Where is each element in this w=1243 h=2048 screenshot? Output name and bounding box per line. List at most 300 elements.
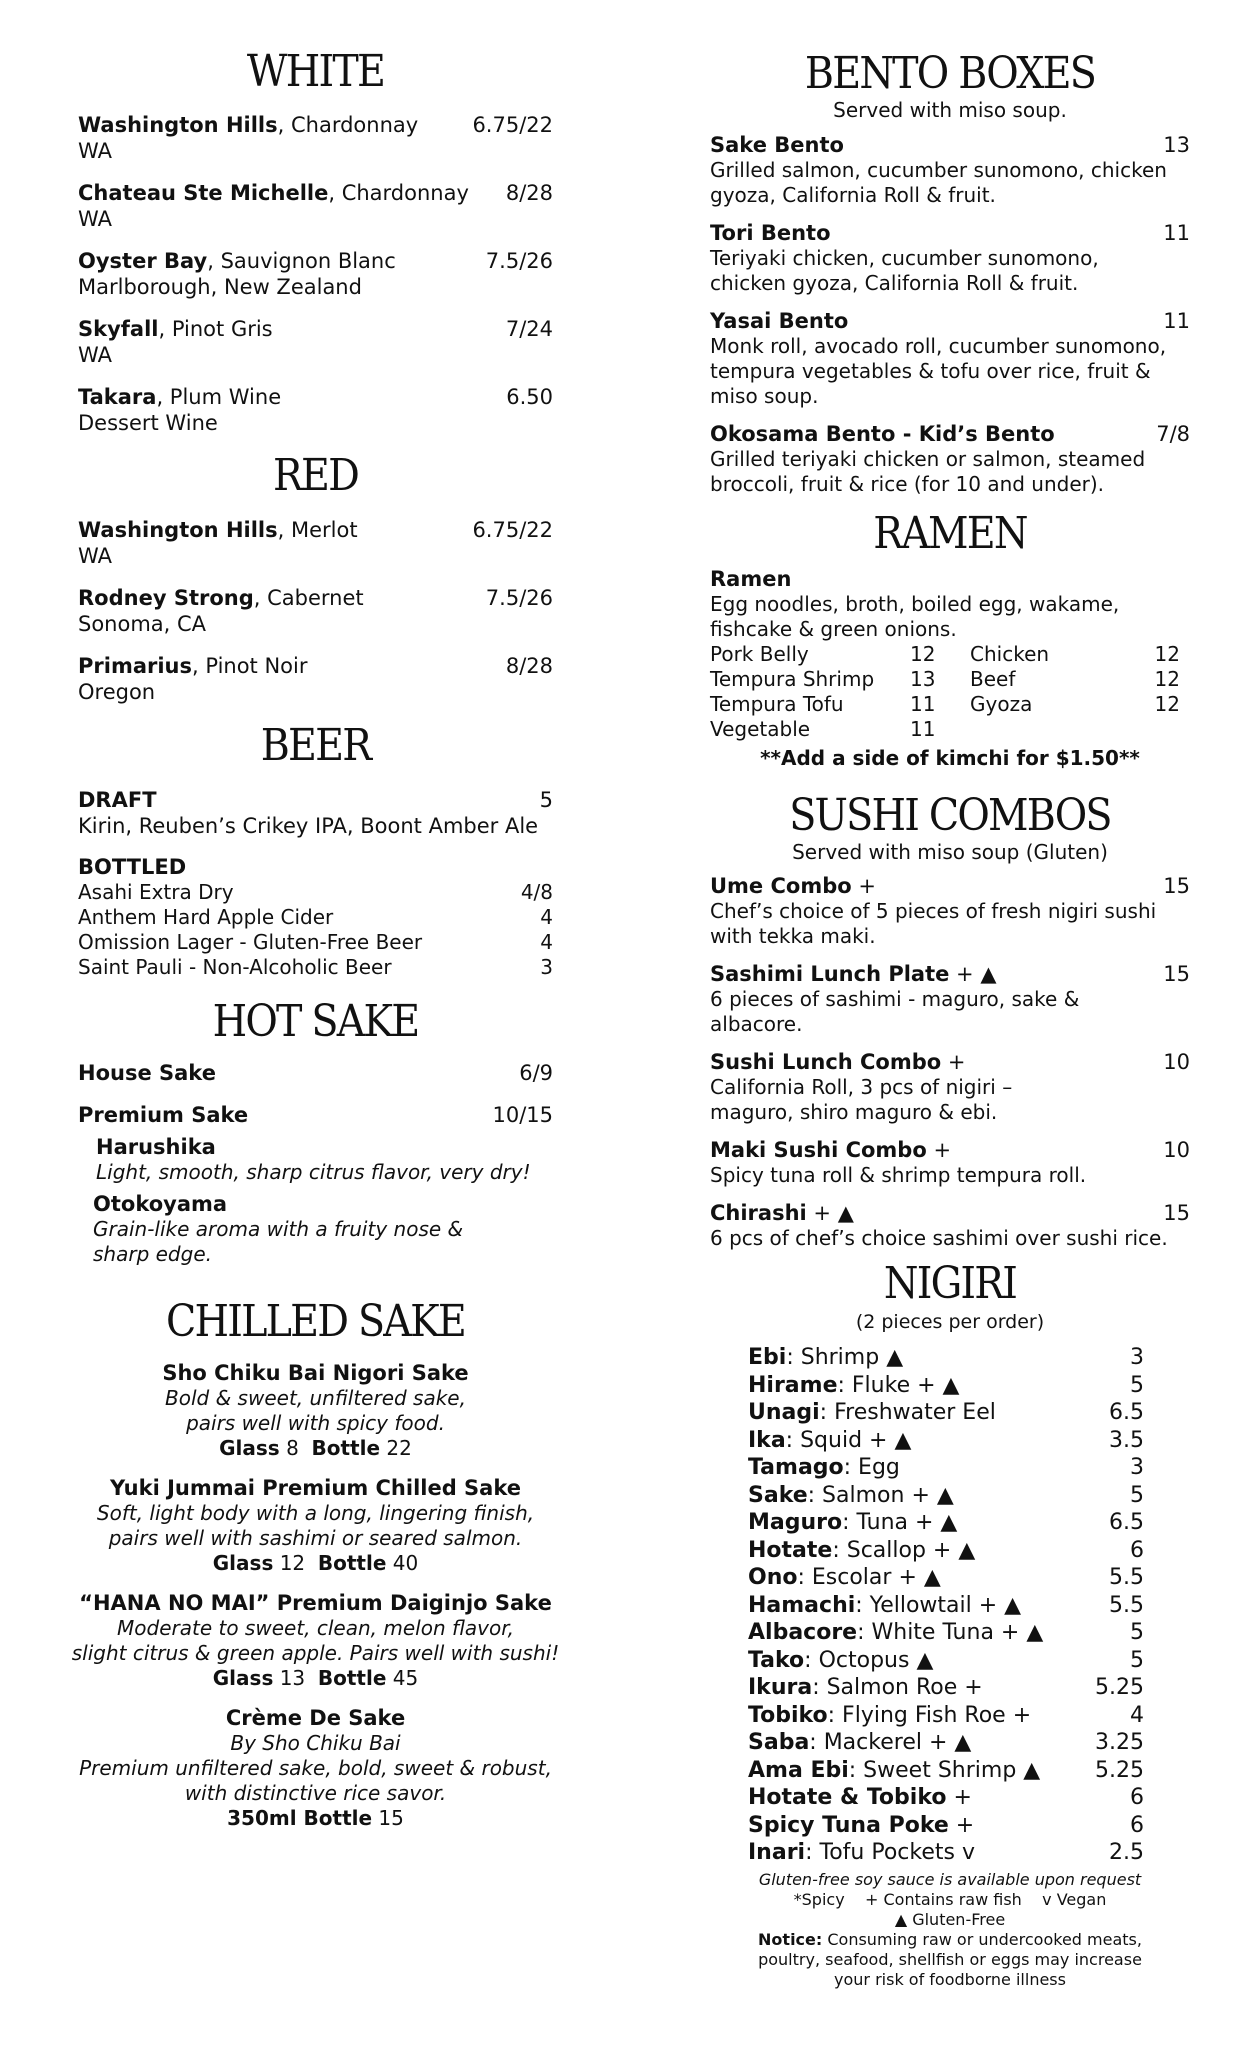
beer-price: 4/8 [520, 880, 553, 904]
notice-text: poultry, seafood, shellfish or eggs may increase [758, 1950, 1142, 1969]
nigiri-name: Maguro [748, 1510, 843, 1535]
item-region: WA [78, 544, 112, 568]
nigiri-item [748, 1729, 1144, 1757]
notice-text: your risk of foodborne illness [834, 1970, 1066, 1989]
item-price: 7/24 [505, 317, 553, 341]
beer-name: Saint Pauli - Non-Alcoholic Beer [78, 955, 392, 979]
item-desc: Spicy tuna roll & shrimp tempura roll. [710, 1163, 1087, 1187]
nigiri-item [748, 1399, 1144, 1427]
item-region: WA [78, 207, 112, 231]
nigiri-item [748, 1537, 1144, 1565]
nigiri-label [748, 1427, 911, 1455]
nigiri-price: 6.5 [1109, 1400, 1144, 1425]
list-item [78, 1060, 553, 1086]
nigiri-price: 5.5 [1109, 1592, 1144, 1618]
item-marks: + [851, 874, 876, 898]
list-item [63, 1360, 568, 1461]
nigiri-name: Ono [748, 1565, 798, 1590]
nigiri-price: 5 [1130, 1482, 1144, 1508]
list-item [78, 180, 553, 232]
section-heading-white: WHITE [246, 46, 385, 97]
item-price: 7.5/26 [485, 586, 553, 610]
item-desc: with tekka maki. [710, 924, 876, 948]
glass-price: 13 [279, 1666, 306, 1690]
list-item [710, 308, 1190, 409]
item-desc: Soft, light body with a long, lingering finish, [96, 1501, 535, 1525]
nigiri-label [748, 1564, 941, 1592]
option-name: Beef [970, 667, 1016, 691]
item-desc: Kirin, Reuben’s Crikey IPA, Boont Amber Ale [78, 814, 539, 838]
nigiri-desc: : Mackerel + ▲ [809, 1730, 972, 1755]
item-name: Crème De Sake [225, 1706, 406, 1730]
item-desc: California Roll, 3 pcs of nigiri – [710, 1075, 1013, 1099]
nigiri-price: 5 [1130, 1647, 1144, 1673]
nigiri-desc: : Salmon + ▲ [807, 1482, 954, 1508]
nigiri-price: 5 [1130, 1372, 1144, 1398]
item-desc: 6 pcs of chef’s choice sashimi over sushi rice. [710, 1226, 1168, 1250]
item-desc: Premium unfiltered sake, bold, sweet & robust, [79, 1756, 552, 1780]
section-heading-bento: BENTO BOXES [804, 48, 1096, 99]
nigiri-name: Tamago [748, 1455, 844, 1480]
notice-label: Notice: [758, 1930, 823, 1949]
item-name: Sushi Lunch Combo [710, 1050, 942, 1074]
list-item [78, 316, 553, 368]
nigiri-item [748, 1619, 1144, 1647]
nigiri-desc: : Octopus ▲ [804, 1647, 934, 1673]
list-item [78, 517, 553, 569]
nigiri-label [748, 1647, 933, 1675]
nigiri-label [748, 1509, 957, 1537]
list-item [63, 1705, 568, 1831]
list-item [710, 873, 1190, 949]
item-desc: chicken gyoza, California Roll & fruit. [710, 271, 1079, 295]
nigiri-price: 6.5 [1109, 1510, 1144, 1535]
item-name: Otokoyama [93, 1192, 228, 1216]
item-name: Sho Chiku Bai Nigori Sake [162, 1361, 469, 1385]
item-desc: Monk roll, avocado roll, cucumber sunomono, [710, 334, 1167, 358]
nigiri-item [748, 1757, 1144, 1785]
item-name: DRAFT [78, 788, 157, 812]
nigiri-desc: : Escolar + ▲ [797, 1565, 941, 1590]
nigiri-name: Hirame [748, 1372, 838, 1398]
item-desc: slight citrus & green apple. Pairs well with sushi! [71, 1641, 560, 1665]
list-item [710, 132, 1190, 208]
nigiri-price: 3.5 [1109, 1427, 1144, 1453]
item-name: Yasai Bento [710, 309, 849, 333]
item-name: Chirashi [710, 1201, 807, 1225]
item-desc: Chef’s choice of 5 pieces of fresh nigiri sushi [710, 899, 1157, 923]
nigiri-item [748, 1839, 1144, 1867]
item-desc: fishcake & green onions. [710, 617, 957, 641]
item-price: 10/15 [492, 1103, 553, 1127]
item-region: Sonoma, CA [78, 612, 207, 636]
section-heading-sushi-combos: SUSHI COMBOS [789, 790, 1111, 841]
item-price: 6.75/22 [472, 518, 553, 542]
option-name: Vegetable [710, 717, 811, 741]
item-price: 8/28 [505, 181, 553, 205]
nigiri-price: 3 [1130, 1455, 1144, 1480]
item-marks: + ▲ [949, 962, 997, 986]
list-item [78, 585, 553, 637]
list-item [96, 1134, 553, 1185]
nigiri-desc: : Sweet Shrimp ▲ [848, 1757, 1041, 1783]
item-price: 11 [1163, 309, 1190, 333]
bento-list [710, 132, 1190, 509]
nigiri-name: Hamachi [748, 1592, 856, 1618]
nigiri-price: 6 [1130, 1537, 1144, 1563]
bottle-price: 15 [378, 1806, 404, 1830]
nigiri-label [748, 1399, 996, 1427]
nigiri-price: 6 [1130, 1812, 1144, 1838]
nigiri-price: 3 [1130, 1345, 1144, 1370]
glass-label: Glass [219, 1436, 280, 1460]
list-item [78, 930, 553, 955]
item-price: 15 [1163, 874, 1190, 898]
list-item [710, 1049, 1190, 1125]
section-subtitle: (2 pieces per order) [855, 1311, 1045, 1333]
option-price: 12 [910, 642, 936, 666]
option-price: 11 [910, 717, 936, 741]
item-price: 6.75/22 [472, 113, 553, 137]
beer-price: 3 [540, 955, 553, 979]
item-name: Rodney Strong [78, 586, 254, 610]
item-region: Oregon [78, 680, 156, 704]
item-desc: Light, smooth, sharp citrus flavor, very dry! [96, 1160, 531, 1184]
list-item [78, 384, 553, 436]
glass-label: Glass [212, 1551, 274, 1575]
nigiri-item [748, 1812, 1144, 1840]
draft-beer [78, 787, 553, 839]
item-price: 11 [1163, 221, 1190, 245]
item-variety: , Cabernet [253, 586, 364, 610]
item-region: WA [78, 343, 112, 367]
nigiri-label [748, 1812, 974, 1840]
nigiri-name: Ikura [748, 1675, 813, 1700]
item-price: 10 [1163, 1050, 1190, 1074]
item-name: Ume Combo [710, 874, 852, 898]
item-desc: Moderate to sweet, clean, melon flavor, [117, 1616, 514, 1640]
item-variety: , Pinot Gris [158, 317, 273, 341]
item-desc: maguro, shiro maguro & ebi. [710, 1100, 998, 1124]
nigiri-price: 5.5 [1109, 1565, 1144, 1590]
nigiri-label [748, 1482, 954, 1510]
item-price: 7.5/26 [485, 249, 553, 273]
section-subtitle: Served with miso soup (Gluten) [792, 840, 1108, 864]
item-price: 7/8 [1156, 422, 1190, 446]
nigiri-label [748, 1729, 971, 1757]
item-name: Yuki Jummai Premium Chilled Sake [109, 1476, 521, 1500]
item-name: Washington Hills [78, 518, 278, 542]
option-name: Chicken [970, 642, 1050, 666]
nigiri-price: 5.25 [1095, 1675, 1144, 1700]
menu-footer [700, 1870, 1200, 1990]
nigiri-desc: : Yellowtail + ▲ [855, 1592, 1022, 1618]
red-wine-list [78, 517, 553, 721]
nigiri-label [748, 1757, 1040, 1785]
item-price: 6.50 [506, 385, 553, 409]
item-name: Oyster Bay [78, 249, 208, 273]
nigiri-item [748, 1454, 1144, 1482]
legend-gluten-free: ▲ Gluten-Free [894, 1910, 1006, 1929]
item-price [63, 1806, 568, 1831]
nigiri-desc: : Scallop + ▲ [832, 1537, 976, 1563]
nigiri-item [748, 1509, 1144, 1537]
list-item [93, 1191, 553, 1267]
nigiri-item [748, 1702, 1144, 1730]
section-heading-nigiri: NIGIRI [883, 1258, 1017, 1309]
list-item [710, 1137, 1190, 1188]
ramen-section [710, 566, 1190, 771]
nigiri-label [748, 1839, 975, 1867]
item-name: Takara [78, 385, 157, 409]
nigiri-name: Hotate [748, 1537, 833, 1563]
hot-sake-list [78, 1060, 553, 1267]
nigiri-price: 4 [1130, 1702, 1144, 1728]
item-desc: broccoli, fruit & rice (for 10 and under). [710, 472, 1105, 496]
nigiri-name: Saba [748, 1730, 810, 1755]
kimchi-note: **Add a side of kimchi for $1.50** [760, 746, 1140, 770]
item-name: “HANA NO MAI” Premium Daiginjo Sake [79, 1591, 552, 1615]
nigiri-name: Ika [748, 1427, 786, 1453]
option-name: Tempura Shrimp [710, 667, 875, 691]
item-name: Ramen [710, 567, 792, 591]
bottled-beer [78, 854, 553, 980]
nigiri-label [748, 1454, 900, 1482]
item-desc: pairs well with sashimi or seared salmon. [108, 1526, 523, 1550]
item-desc: Grilled salmon, cucumber sunomono, chicken [710, 158, 1167, 182]
nigiri-item [748, 1784, 1144, 1812]
nigiri-price: 3.25 [1095, 1730, 1144, 1755]
item-name: Washington Hills [78, 113, 278, 137]
nigiri-desc: : Tofu Pockets v [805, 1840, 975, 1865]
list-item [710, 421, 1190, 497]
bottle-label: Bottle [317, 1551, 387, 1575]
bottle-label: Bottle [311, 1436, 381, 1460]
item-variety: , Plum Wine [156, 385, 282, 409]
option-name: Pork Belly [710, 642, 809, 666]
item-price: 10 [1163, 1138, 1190, 1162]
nigiri-price: 5 [1130, 1620, 1144, 1645]
nigiri-name: Hotate & Tobiko [748, 1785, 947, 1810]
nigiri-item [748, 1482, 1144, 1510]
nigiri-item [748, 1592, 1144, 1620]
nigiri-name: Ama Ebi [748, 1757, 849, 1783]
nigiri-desc: : White Tuna + ▲ [857, 1620, 1044, 1645]
beer-price: 4 [540, 930, 553, 954]
section-heading-ramen: RAMEN [873, 508, 1027, 559]
item-price [63, 1436, 568, 1461]
list-item [78, 248, 553, 300]
list-item [78, 905, 553, 930]
item-price: 6/9 [519, 1061, 553, 1085]
nigiri-desc: + [946, 1785, 972, 1810]
item-variety: , Chardonnay [328, 181, 469, 205]
option-price: 12 [1154, 667, 1180, 691]
glass-price: 8 [286, 1436, 299, 1460]
sushi-combo-list [710, 873, 1190, 1263]
nigiri-label [748, 1592, 1021, 1620]
list-item [78, 1102, 553, 1128]
item-name: Premium Sake [78, 1103, 249, 1127]
beer-price: 4 [540, 905, 553, 929]
item-price [63, 1551, 568, 1576]
nigiri-desc: : Salmon Roe + [812, 1675, 983, 1700]
nigiri-list [748, 1344, 1144, 1867]
item-desc: 6 pieces of sashimi - maguro, sake & [710, 987, 1080, 1011]
beer-name: Asahi Extra Dry [78, 880, 234, 904]
option-price: 11 [910, 692, 936, 716]
nigiri-price: 6 [1130, 1785, 1144, 1810]
list-item [63, 1475, 568, 1576]
item-marks: + [926, 1138, 952, 1162]
section-subtitle: Served with miso soup. [833, 98, 1067, 122]
chilled-sake-list [63, 1360, 568, 1845]
nigiri-label [748, 1702, 1031, 1730]
item-desc: tempura vegetables & tofu over rice, fruit & [710, 359, 1151, 383]
item-price: 15 [1163, 962, 1190, 986]
beer-name: Anthem Hard Apple Cider [78, 905, 334, 929]
bottle-label: 350ml Bottle [227, 1806, 373, 1830]
item-price: 8/28 [505, 654, 553, 678]
item-name: House Sake [78, 1061, 216, 1085]
item-marks: + ▲ [806, 1201, 854, 1225]
nigiri-item [748, 1372, 1144, 1400]
item-name: Primarius [78, 654, 193, 678]
item-name: Maki Sushi Combo [710, 1138, 927, 1162]
nigiri-desc: : Squid + ▲ [785, 1427, 912, 1453]
gluten-free-note: Gluten-free soy sauce is available upon request [758, 1870, 1142, 1889]
item-variety: , Sauvignon Blanc [207, 249, 396, 273]
item-desc: By Sho Chiku Bai [230, 1731, 401, 1755]
list-item [63, 1590, 568, 1691]
list-item [78, 653, 553, 705]
option-price [1120, 717, 1180, 742]
list-item [78, 880, 553, 905]
nigiri-desc: : Tuna + ▲ [842, 1510, 958, 1535]
list-item [710, 220, 1190, 296]
bottle-price: 40 [392, 1551, 419, 1575]
nigiri-desc: : Freshwater Eel [819, 1400, 996, 1425]
notice [700, 1930, 1200, 1950]
nigiri-label [748, 1537, 975, 1565]
item-desc: Grain-like aroma with a fruity nose & [93, 1217, 464, 1241]
nigiri-price: 5.25 [1095, 1757, 1144, 1783]
item-desc: miso soup. [710, 384, 819, 408]
item-price: 5 [539, 788, 553, 812]
item-desc: Egg noodles, broth, boiled egg, wakame, [710, 592, 1120, 616]
item-desc: gyoza, California Roll & fruit. [710, 183, 996, 207]
nigiri-label [748, 1619, 1043, 1647]
item-price [63, 1666, 568, 1691]
option-price: 13 [910, 667, 936, 691]
white-wine-list [78, 112, 553, 452]
section-heading-chilled-sake: CHILLED SAKE [166, 1296, 465, 1347]
item-name: BOTTLED [78, 855, 187, 879]
section-heading-hot-sake: HOT SAKE [212, 996, 419, 1047]
nigiri-price: 2.5 [1109, 1840, 1144, 1865]
nigiri-item [748, 1427, 1144, 1455]
option-name [970, 717, 1120, 742]
nigiri-name: Inari [748, 1840, 806, 1865]
list-item [710, 1200, 1190, 1251]
nigiri-name: Ebi [748, 1345, 787, 1370]
nigiri-name: Spicy Tuna Poke [748, 1812, 949, 1838]
item-region: Dessert Wine [78, 411, 218, 435]
item-desc: with distinctive rice savor. [184, 1781, 447, 1805]
bottle-price: 45 [392, 1666, 419, 1690]
item-region: WA [78, 139, 112, 163]
bottle-price: 22 [386, 1436, 412, 1460]
nigiri-item [748, 1674, 1144, 1702]
item-name: Tori Bento [710, 221, 831, 245]
nigiri-name: Tobiko [748, 1702, 828, 1728]
legend: *Spicy + Contains raw fish v Vegan [793, 1890, 1107, 1909]
item-price: 13 [1163, 133, 1190, 157]
nigiri-name: Tako [748, 1647, 805, 1673]
list-item [78, 112, 553, 164]
item-name: Harushika [96, 1135, 216, 1159]
nigiri-desc: : Flying Fish Roe + [827, 1702, 1032, 1728]
nigiri-name: Unagi [748, 1400, 820, 1425]
section-heading-red: RED [272, 450, 359, 501]
item-price: 15 [1163, 1201, 1190, 1225]
item-desc: sharp edge. [93, 1242, 212, 1266]
nigiri-label [748, 1372, 959, 1400]
nigiri-name: Sake [748, 1482, 808, 1508]
nigiri-name: Albacore [748, 1620, 858, 1645]
beer-name: Omission Lager - Gluten-Free Beer [78, 930, 423, 954]
nigiri-desc: : Egg [843, 1455, 900, 1480]
option-price: 12 [1154, 692, 1180, 716]
nigiri-item [748, 1647, 1144, 1675]
item-name: Chateau Ste Michelle [78, 181, 329, 205]
item-region: Marlborough, New Zealand [78, 275, 362, 299]
notice-text: Consuming raw or undercooked meats, [822, 1930, 1142, 1949]
item-desc: Bold & sweet, unfiltered sake, [165, 1386, 466, 1410]
item-variety: , Pinot Noir [192, 654, 308, 678]
item-name: Sashimi Lunch Plate [710, 962, 950, 986]
nigiri-label [748, 1344, 903, 1372]
nigiri-label [748, 1784, 972, 1812]
item-marks: + [941, 1050, 966, 1074]
glass-label: Glass [212, 1666, 274, 1690]
nigiri-desc: : Shrimp ▲ [786, 1345, 904, 1370]
option-name: Tempura Tofu [710, 692, 844, 716]
item-desc: pairs well with spicy food. [186, 1411, 445, 1435]
item-name: Skyfall [78, 317, 159, 341]
item-name: Okosama Bento - Kid’s Bento [710, 422, 1055, 446]
item-variety: , Chardonnay [277, 113, 419, 137]
item-name: Sake Bento [710, 133, 844, 157]
ramen-options [710, 642, 1190, 742]
nigiri-item [748, 1344, 1144, 1372]
item-desc: Teriyaki chicken, cucumber sunomono, [710, 246, 1099, 270]
bottle-label: Bottle [317, 1666, 387, 1690]
nigiri-label [748, 1674, 983, 1702]
item-variety: , Merlot [277, 518, 358, 542]
list-item [710, 961, 1190, 1037]
nigiri-desc: + [948, 1812, 975, 1838]
option-price: 12 [1154, 642, 1180, 666]
nigiri-item [748, 1564, 1144, 1592]
item-desc: albacore. [710, 1012, 803, 1036]
option-name: Gyoza [970, 692, 1033, 716]
nigiri-desc: : Fluke + ▲ [837, 1372, 960, 1398]
list-item [78, 955, 553, 980]
glass-price: 12 [279, 1551, 306, 1575]
section-heading-beer: BEER [260, 720, 371, 771]
item-desc: Grilled teriyaki chicken or salmon, steamed [710, 447, 1146, 471]
